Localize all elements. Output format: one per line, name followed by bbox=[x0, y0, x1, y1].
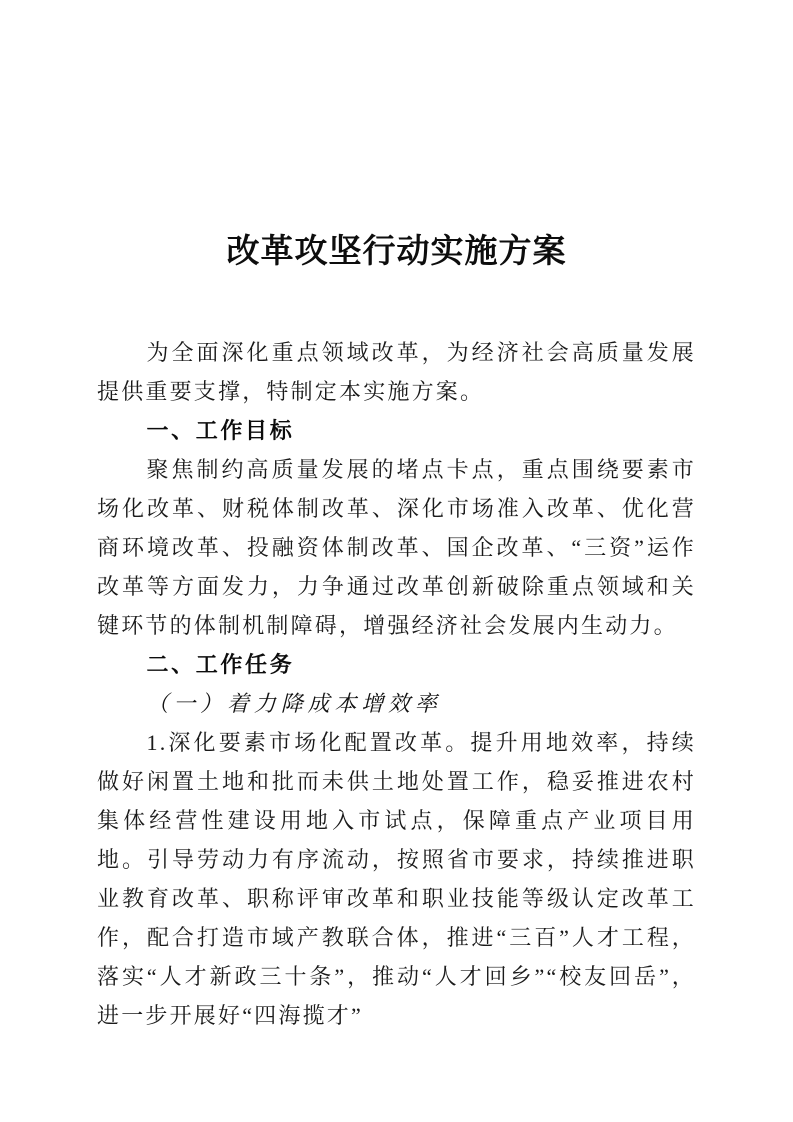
paragraph-task-1: 1.深化要素市场化配置改革。提升用地效率，持续做好闲置土地和批而未供土地处置工作，稳妥推进农村集体经营性建设用地入市试点，保障重点产业项目用地。引导劳动力有序流动，按照省市要求，持续推进职业教育改革、职称评审改革和职业技能等级认定改革工作，配合打造市域产教联合体，推进“三百”人才工程，落实“人才新政三十条”，推动“人才回乡”“校友回岳”，进一步开展好“四海揽才” bbox=[97, 730, 696, 1028]
section-heading-work-goals: 一、工作目标 bbox=[146, 418, 295, 443]
subsection-heading-cost-reduction: （一）着力降成本增效率 bbox=[146, 691, 442, 716]
document-title: 改革攻坚行动实施方案 bbox=[226, 234, 567, 270]
paragraph-preamble: 为全面深化重点领域改革，为经济社会高质量发展提供重要支撑，特制定本实施方案。 bbox=[97, 340, 696, 404]
section-heading-work-tasks: 二、工作任务 bbox=[146, 652, 295, 677]
paragraph-work-goals: 聚焦制约高质量发展的堵点卡点，重点围绕要素市场化改革、财税体制改革、深化市场准入改革、优化营商环境改革、投融资体制改革、国企改革、“三资”运作改革等方面发力，力争通过改革创新破除重点领域和关键环节的体制机制障碍，增强经济社会发展内生动力。 bbox=[97, 457, 696, 638]
document-body bbox=[97, 333, 696, 1035]
